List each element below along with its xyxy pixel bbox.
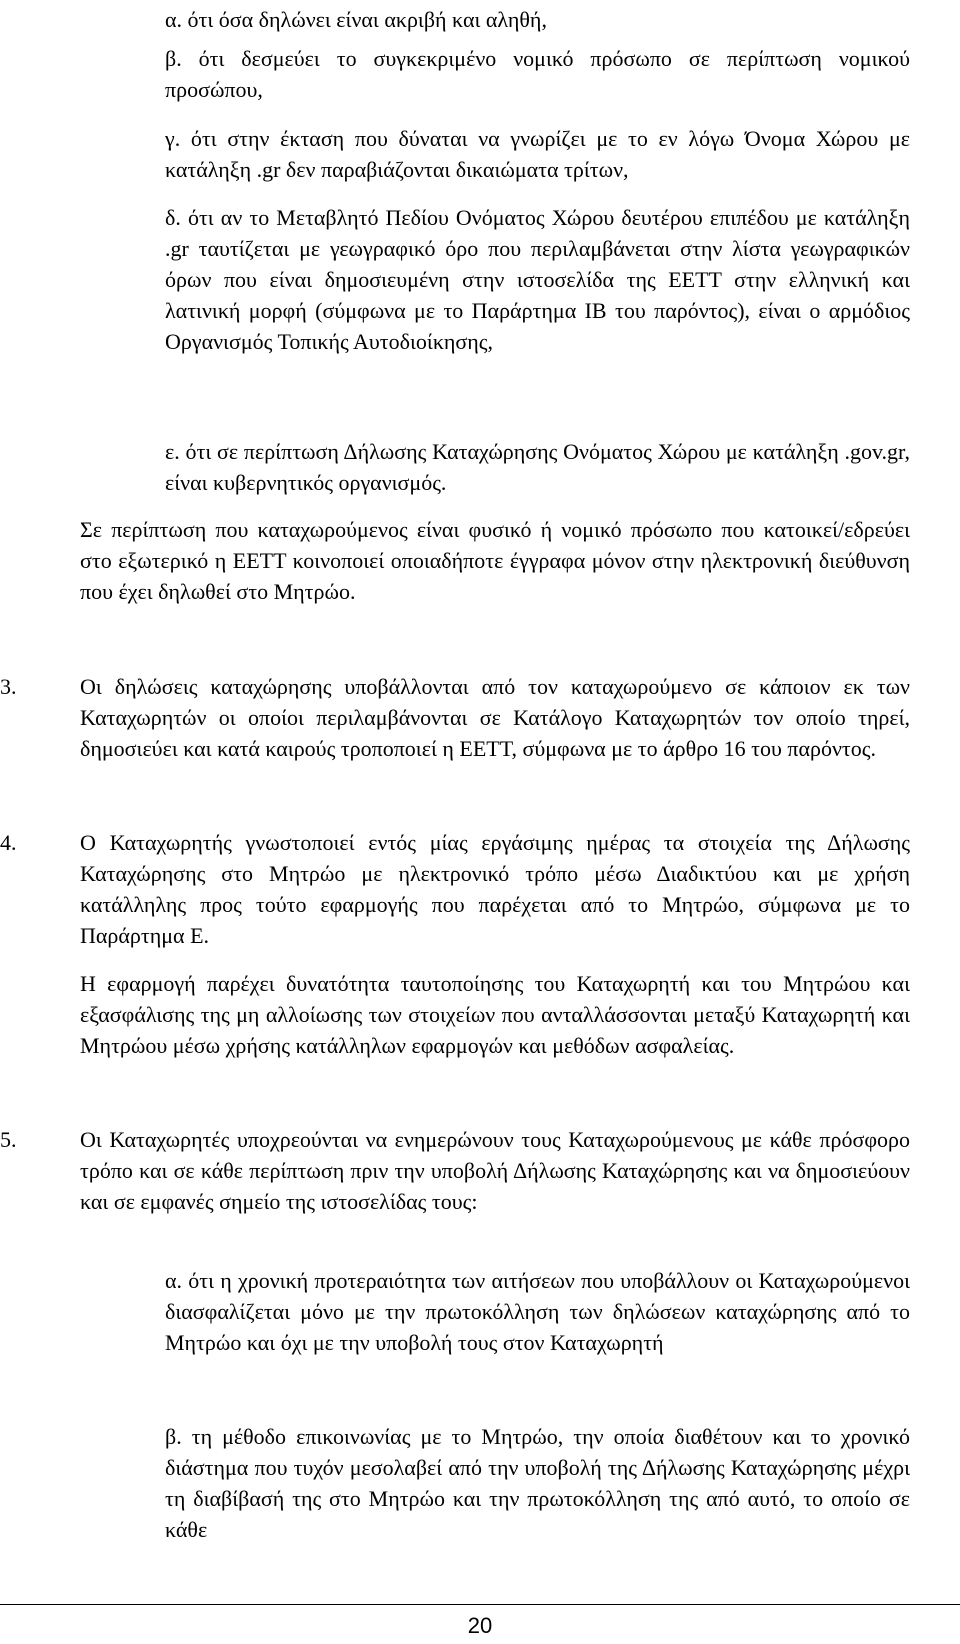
subitem-e-gov-gr: ε. ότι σε περίπτωση Δήλωσης Καταχώρησης Ονόματος Χώρου με κατάληξη .gov.gr, είναι κυβερνητικός οργανισμός. [165, 439, 910, 495]
item-number: 5. [0, 1127, 17, 1152]
item-number: 4. [0, 830, 17, 855]
subitem-c-third-party-rights: γ. ότι στην έκταση που δύναται να γνωρίζει με το εν λόγω Όνομα Χώρου με κατάληξη .gr δεν παραβιάζονται δικαιώματα τρίτων, [165, 126, 910, 182]
footer-divider [0, 1604, 960, 1605]
subitem-b-binding: β. ότι δεσμεύει το συγκεκριμένο νομικό πρόσωπο σε περίπτωση νομικού προσώπου, [165, 46, 910, 102]
item-text: Ο Καταχωρητής γνωστοποιεί εντός μίας εργάσιμης ημέρας τα στοιχεία της Δήλωσης Καταχώρησης στο Μητρώο με ηλεκτρονικό τρόπο μέσω Διαδικτύου και με χρήση κατάλληλης προς τούτο εφαρμογής που παρέχεται από το Μητρώο, σύμφωνα με το Παράρτημα Ε. [80, 830, 910, 948]
subitem-b-communication: β. τη μέθοδο επικοινωνίας με το Μητρώο, την οποία διαθέτουν και το χρονικό διάστημα που τυχόν μεσολαβεί από την υποβολή της Δήλωσης Καταχώρησης μέχρι τη διαβίβασή της στο Μητρώο και την πρωτοκόλληση της από αυτό, το οποίο σε κάθε [165, 1424, 910, 1542]
item-number: 3. [0, 674, 17, 699]
item-4-continuation: Η εφαρμογή παρέχει δυνατότητα ταυτοποίησης του Καταχωρητή και του Μητρώου και εξασφάλισης της μη αλλοίωσης των στοιχείων που ανταλλάσσονται μεταξύ Καταχωρητή και Μητρώου μέσω χρήσης κατάλληλων εφαρμογών και μεθόδων ασφαλείας. [80, 971, 910, 1058]
page-number: 20 [467, 1613, 493, 1638]
list-item-5 [0, 1124, 910, 1248]
subitem-a-priority: α. ότι η χρονική προτεραιότητα των αιτήσεων που υποβάλλουν οι Καταχωρούμενοι διασφαλίζεται μόνο με την πρωτοκόλληση των δηλώσεων καταχώρησης από το Μητρώο και όχι με την υποβολή τους στον Καταχωρητή [165, 1268, 910, 1355]
list-item-3 [0, 671, 910, 795]
paragraph-foreign-registrant: Σε περίπτωση που καταχωρούμενος είναι φυσικό ή νομικό πρόσωπο που κατοικεί/εδρεύει στο εξωτερικό η ΕΕΤΤ κοινοποιεί οποιαδήποτε έγγραφα μόνον στην ηλεκτρονική διεύθυνση που έχει δηλωθεί στο Μητρώο. [80, 517, 910, 604]
item-text: Οι Καταχωρητές υποχρεούνται να ενημερώνουν τους Καταχωρούμενους με κάθε πρόσφορο τρόπο και σε κάθε περίπτωση πριν την υποβολή Δήλωσης Καταχώρησης και να δημοσιεύουν και σε εμφανές σημείο της ιστοσελίδας τους: [80, 1127, 910, 1214]
subitem-d-geographic-term: δ. ότι αν το Μεταβλητό Πεδίου Ονόματος Χώρου δευτέρου επιπέδου με κατάληξη .gr ταυτίζεται με γεωγραφικό όρο που περιλαμβάνεται στην λίστα γεωγραφικών όρων που είναι δημοσιευμένη στην ιστοσελίδα της ΕΕΤΤ στην ελληνική και λατινική μορφή (σύμφωνα με το Παράρτημα ΙΒ του παρόντος), είναι ο αρμόδιος Οργανισμός Τοπικής Αυτοδιοίκησης, [165, 205, 910, 354]
list-item-4 [0, 827, 910, 951]
item-text: Οι δηλώσεις καταχώρησης υποβάλλονται από τον καταχωρούμενο σε κάποιον εκ των Καταχωρητών οι οποίοι περιλαμβάνονται σε Κατάλογο Καταχωρητών τον οποίο τηρεί, δημοσιεύει και κατά καιρούς τροποποιεί η ΕΕΤΤ, σύμφωνα με το άρθρο 16 του παρόντος. [80, 674, 910, 761]
subitem-a-accurate: α. ότι όσα δηλώνει είναι ακριβή και αληθή, [165, 7, 547, 32]
